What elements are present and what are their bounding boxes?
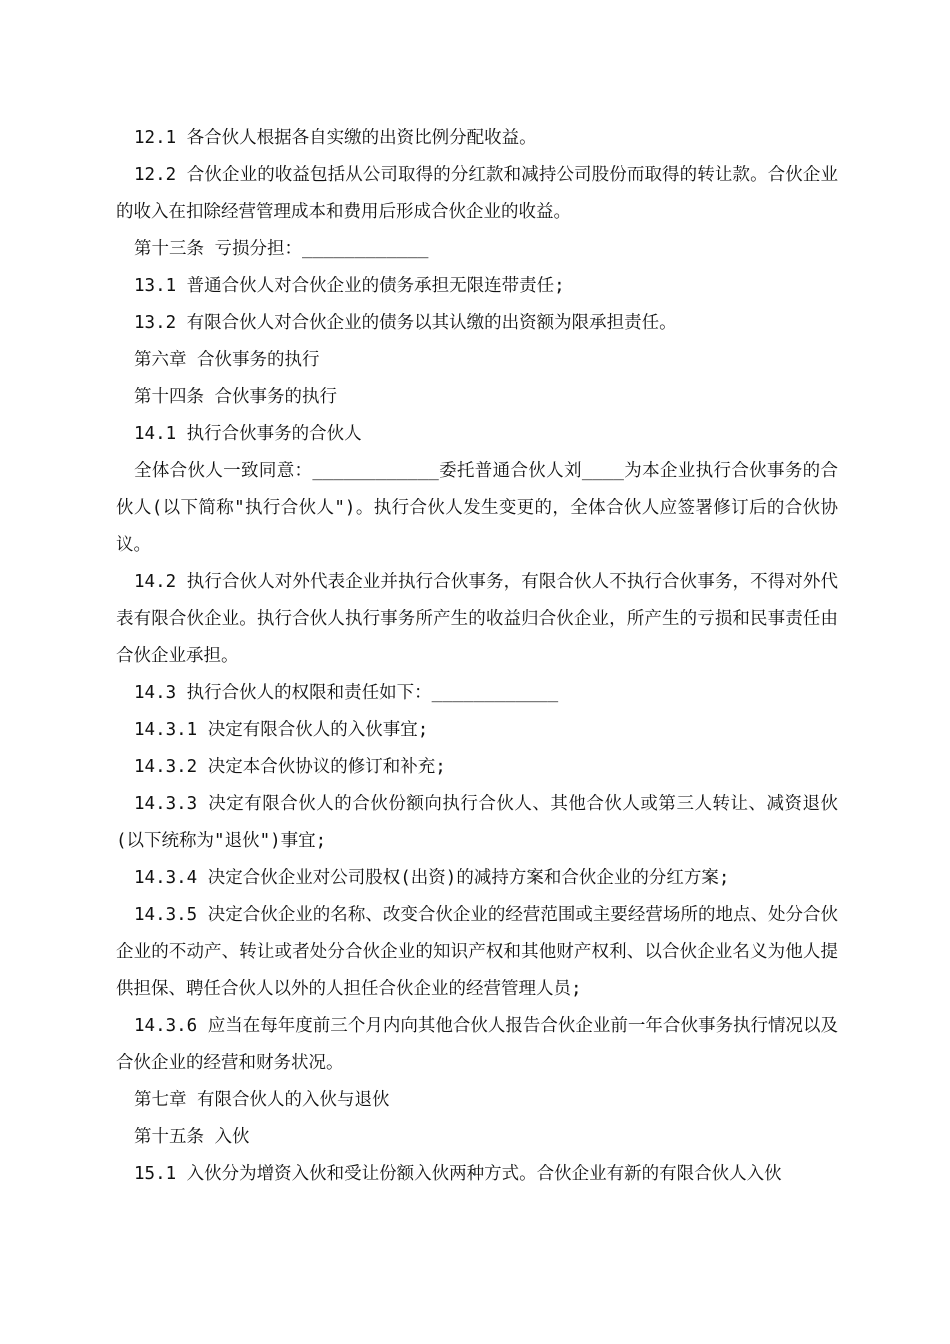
chapter-6-heading: 第六章 合伙事务的执行 [134,350,320,370]
clause-12-1: 12.1 各合伙人根据各自实缴的出资比例分配收益。 [134,128,537,148]
clause-14-3: 14.3 执行合伙人的权限和责任如下：____________ [134,683,559,703]
clause-14-2: 14.2 执行合伙人对外代表企业并执行合伙事务，有限合伙人不执行合伙事务，不得对外代表有限合伙企业。执行合伙人执行事务所产生的收益归合伙企业，所产生的亏损和民事责任由合伙企业承担。 [116,572,838,666]
clause-14-3-5: 14.3.5 决定合伙企业的名称、改变合伙企业的经营范围或主要经营场所的地点、处分合伙企业的不动产、转让或者处分合伙企业的知识产权和其他财产权利、以合伙企业名义为他人提供担保、聘任合伙人以外的人担任合伙企业的经营管理人员; [116,905,838,999]
clause-14-3-1: 14.3.1 决定有限合伙人的入伙事宜; [134,720,429,740]
clause-14-3-2: 14.3.2 决定本合伙协议的修订和补充; [134,757,446,777]
document-body [116,120,838,1193]
clause-15-1: 15.1 入伙分为增资入伙和受让份额入伙两种方式。合伙企业有新的有限合伙人入伙 [134,1164,782,1184]
clause-13-2: 13.2 有限合伙人对合伙企业的债务以其认缴的出资额为限承担责任。 [134,313,677,333]
clause-12-2: 12.2 合伙企业的收益包括从公司取得的分红款和减持公司股份而取得的转让款。合伙企业的收入在扣除经营管理成本和费用后形成合伙企业的收益。 [116,165,838,222]
clause-14-1-body: 全体合伙人一致同意：____________委托普通合伙人刘____为本企业执行合伙事务的合伙人(以下简称"执行合伙人")。执行合伙人发生变更的，全体合伙人应签署修订后的合伙协议。 [116,461,838,555]
article-15-heading: 第十五条 入伙 [134,1127,250,1147]
clause-13-1: 13.1 普通合伙人对合伙企业的债务承担无限连带责任; [134,276,565,296]
clause-14-3-6: 14.3.6 应当在每年度前三个月内向其他合伙人报告合伙企业前一年合伙事务执行情况以及合伙企业的经营和财务状况。 [116,1016,838,1073]
article-14-heading: 第十四条 合伙事务的执行 [134,387,338,407]
chapter-7-heading: 第七章 有限合伙人的入伙与退伙 [134,1090,390,1110]
clause-14-1: 14.1 执行合伙事务的合伙人 [134,424,362,444]
clause-14-3-3: 14.3.3 决定有限合伙人的合伙份额向执行合伙人、其他合伙人或第三人转让、减资退伙(以下统称为"退伙")事宜; [116,794,838,851]
article-13-heading: 第十三条 亏损分担：____________ [134,239,429,259]
clause-14-3-4: 14.3.4 决定合伙企业对公司股权(出资)的减持方案和合伙企业的分红方案; [134,868,730,888]
